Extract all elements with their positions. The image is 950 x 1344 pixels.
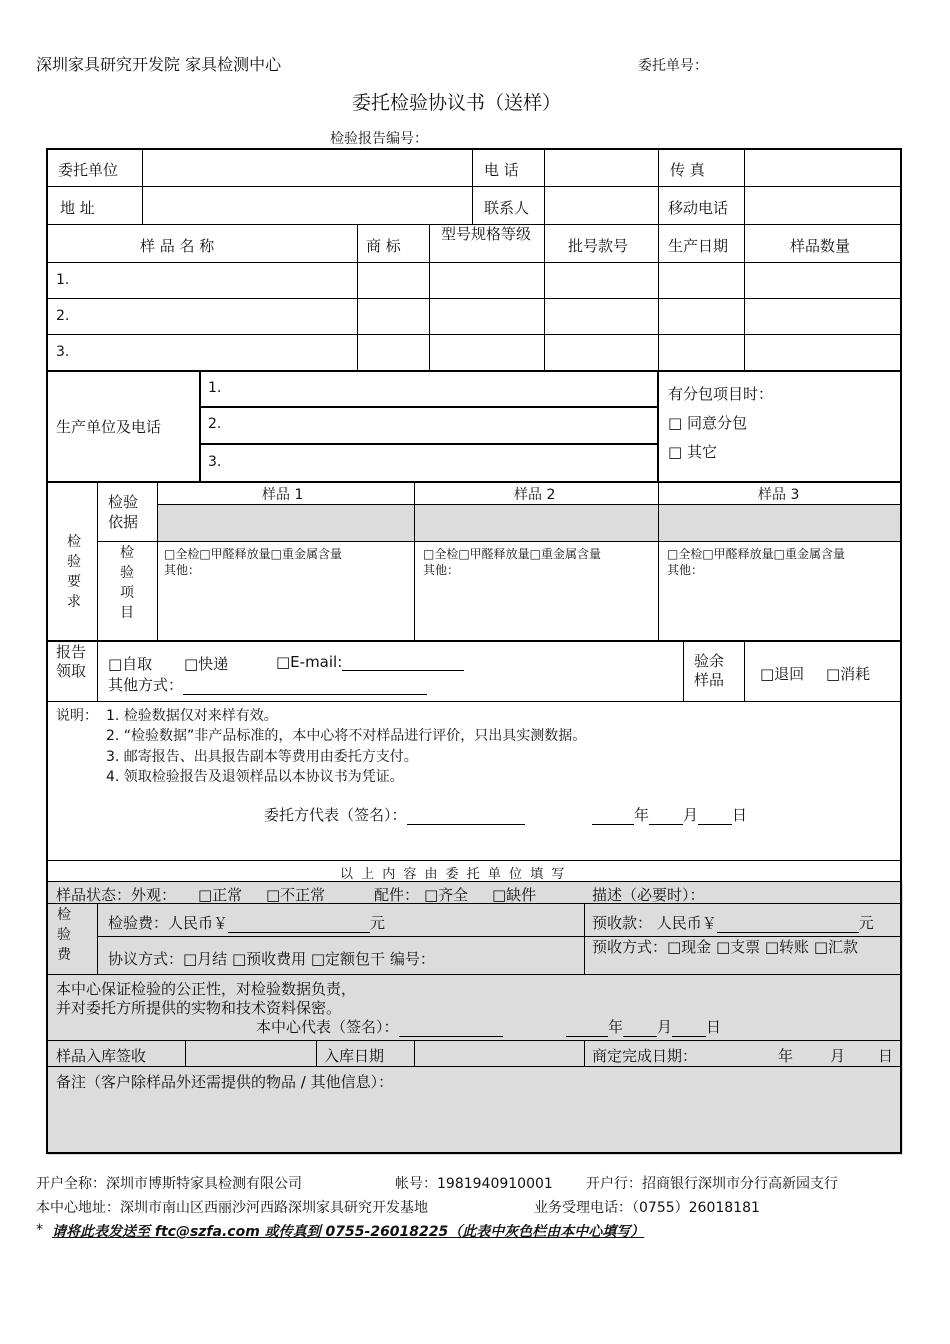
producer-label: 生产单位及电话	[56, 418, 162, 436]
parts-complete-option[interactable]: □齐全	[424, 886, 469, 904]
client-fill-divider: 以 上 内 容 由 委 托 单 位 填 写	[340, 867, 567, 882]
report-express-option[interactable]: □快递	[184, 655, 229, 673]
finish-day: 日	[878, 1047, 894, 1065]
subcontract-title: 有分包项目时：	[668, 385, 774, 403]
center-address: 本中心地址：深圳市南山区西丽沙河西路深圳家具研究开发基地	[36, 1200, 428, 1216]
prepayment[interactable]: 预收款： 人民币￥ 元	[592, 914, 874, 932]
contact-label: 联系人	[484, 199, 530, 217]
send-instructions: 请将此表发送至 ftc@szfa.com 或传真到 0755-26018225（此表中灰色栏由本中心填写）	[52, 1224, 645, 1240]
leftover-consume-option[interactable]: □消耗	[826, 665, 871, 683]
report-self-option[interactable]: □自取	[108, 655, 153, 673]
sample-3-header: 样品 3	[758, 487, 800, 503]
status-normal-option[interactable]: □正常	[198, 886, 243, 904]
prepay-method[interactable]: 预收方式：□现金 □支票 □转账 □汇款	[592, 938, 858, 956]
center-sign-date[interactable]: 年 月 日	[566, 1016, 721, 1037]
finish-month: 月	[830, 1047, 846, 1065]
account-number: 帐号：1981940910001	[395, 1176, 553, 1192]
model-header: 型号规格等级	[440, 225, 531, 243]
subcontract-other[interactable]: □ 其它	[668, 443, 717, 461]
leftover-return-option[interactable]: □退回	[760, 665, 805, 683]
account-name: 开户全称：深圳市博斯特家具检测有限公司	[36, 1176, 302, 1192]
producer-row-2: 2.	[208, 416, 222, 432]
other-sample-2: 其他：	[423, 563, 460, 577]
note-4: 4. 领取检验报告及退领样品以本协议书为凭证。	[106, 769, 404, 785]
fax-label: 传 真	[670, 161, 705, 179]
subcontract-agree[interactable]: □ 同意分包	[668, 414, 747, 432]
sample-status-label: 样品状态：外观：	[56, 886, 177, 904]
note-2: 2. “检验数据”非产品标准的，本中心将不对样品进行评价，只出具实测数据。	[106, 728, 587, 744]
sample-2-header: 样品 2	[514, 487, 556, 503]
finish-date-label: 商定完成日期：	[592, 1047, 698, 1065]
parts-label: 配件：	[374, 886, 420, 904]
order-number-label: 委托单号：	[638, 58, 708, 74]
note-3: 3. 邮寄报告、出具报告副本等费用由委托方支付。	[106, 749, 418, 765]
phone-label: 电 话	[484, 161, 519, 179]
mobile-label: 移动电话	[668, 199, 729, 217]
client-signature[interactable]: 委托方代表（签名）：	[264, 804, 525, 825]
fee-label: 检验费	[57, 907, 71, 963]
other-sample-1: 其他：	[164, 563, 201, 577]
description-label: 描述（必要时）：	[592, 886, 705, 904]
basis-label: 检验依据	[108, 493, 139, 531]
parts-missing-option[interactable]: □缺件	[492, 886, 537, 904]
report-number-label: 检验报告编号：	[330, 131, 428, 147]
storage-date-label: 入库日期	[324, 1047, 385, 1065]
brand-header: 商 标	[366, 237, 401, 255]
client-unit-label: 委托单位	[58, 161, 119, 179]
bank-name: 开户行：招商银行深圳市分行高新园支行	[586, 1176, 838, 1192]
items-sample-1[interactable]: □全检□甲醛释放量□重金属含量	[164, 547, 343, 561]
sample-row-2: 2.	[56, 308, 70, 324]
client-sign-date[interactable]: 年 月 日	[592, 804, 747, 825]
producer-row-3: 3.	[208, 454, 222, 470]
page-title: 委托检验协议书（送样）	[352, 92, 562, 114]
production-date-header: 生产日期	[668, 237, 729, 255]
finish-year: 年	[778, 1047, 794, 1065]
report-other-method: 其他方式：	[108, 674, 427, 695]
org-name: 深圳家具研究开发院 家具检测中心	[36, 55, 282, 74]
sample-1-header: 样品 1	[262, 487, 304, 503]
inspection-fee[interactable]: 检验费：人民币￥ 元	[108, 914, 386, 932]
agreement-method[interactable]: 协议方式：□月结 □预收费用 □定额包干 编号：	[108, 950, 435, 968]
storage-receipt-label: 样品入库签收	[56, 1047, 147, 1065]
address-label: 地 址	[60, 199, 95, 217]
report-email-option[interactable]: □E-mail:	[276, 653, 464, 671]
guarantee-line-1: 本中心保证检验的公正性，对检验数据负责，	[56, 980, 357, 998]
notes-prefix: 说明：	[56, 708, 98, 724]
status-abnormal-option[interactable]: □不正常	[266, 886, 326, 904]
inspection-label: 检验要求	[67, 534, 81, 610]
batch-header: 批号款号	[568, 237, 629, 255]
sample-name-header: 样 品 名 称	[140, 237, 215, 255]
center-signature[interactable]: 本中心代表（签名）：	[256, 1016, 503, 1037]
note-1: 1. 检验数据仅对来样有效。	[106, 708, 278, 724]
guarantee-line-2: 并对委托方所提供的实物和技术资料保密。	[56, 999, 342, 1017]
leftover-sample-label: 验余样品	[694, 652, 725, 689]
items-sample-3[interactable]: □全检□甲醛释放量□重金属含量	[667, 547, 846, 561]
sample-row-3: 3.	[56, 344, 70, 360]
sample-quantity-header: 样品数量	[790, 237, 851, 255]
items-sample-2[interactable]: □全检□甲醛释放量□重金属含量	[423, 547, 602, 561]
star-mark: *	[36, 1222, 43, 1238]
items-label: 检验项目	[120, 545, 134, 621]
report-collect-label: 报告领取	[56, 643, 87, 680]
sample-row-1: 1.	[56, 272, 70, 288]
service-phone: 业务受理电话：（0755）26018181	[534, 1200, 760, 1216]
other-sample-3: 其他：	[667, 563, 704, 577]
remarks-label: 备注（客户除样品外还需提供的物品 / 其他信息）：	[56, 1073, 394, 1091]
producer-row-1: 1.	[208, 380, 222, 396]
